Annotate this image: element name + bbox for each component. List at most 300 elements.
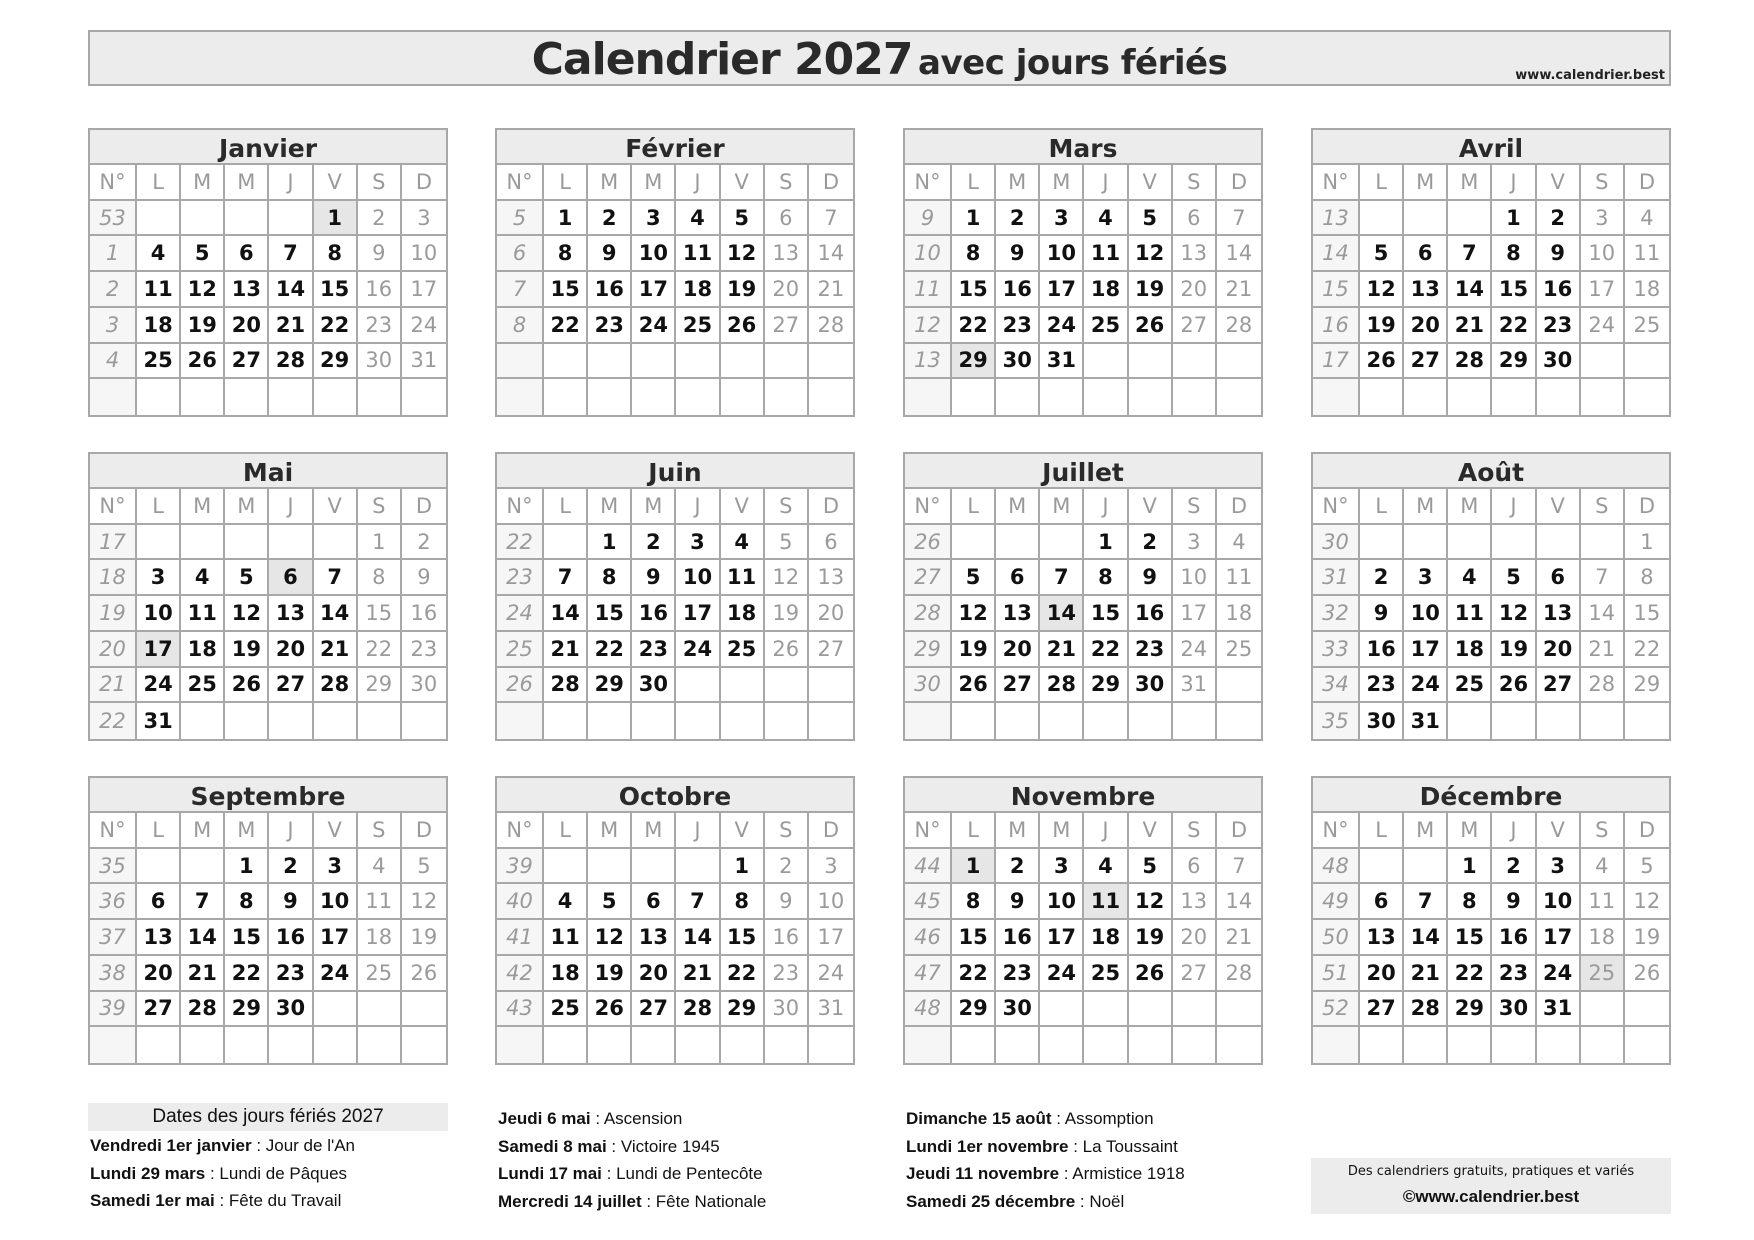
weekday-header: M xyxy=(588,489,632,525)
week-number xyxy=(1313,1027,1360,1063)
day-cell: 19 xyxy=(952,632,996,668)
empty-cell xyxy=(544,849,588,885)
day-cell: 1 xyxy=(952,201,996,237)
empty-cell xyxy=(721,344,765,380)
week-number: 36 xyxy=(90,884,137,920)
day-cell: 10 xyxy=(1173,560,1217,596)
weekday-header: S xyxy=(1173,165,1217,201)
day-cell: 17 xyxy=(1040,272,1084,308)
empty-cell xyxy=(1625,992,1669,1028)
empty-cell xyxy=(314,525,358,561)
week-number: 21 xyxy=(90,668,137,704)
week-number: 8 xyxy=(497,308,544,344)
day-cell: 12 xyxy=(181,272,225,308)
weekday-header: N° xyxy=(905,813,952,849)
week-number: 46 xyxy=(905,920,952,956)
empty-cell xyxy=(225,525,269,561)
day-cell: 27 xyxy=(1360,992,1404,1028)
empty-cell xyxy=(1040,379,1084,415)
day-cell: 9 xyxy=(1492,884,1536,920)
day-cell: 1 xyxy=(588,525,632,561)
day-cell: 19 xyxy=(225,632,269,668)
day-cell: 16 xyxy=(765,920,809,956)
empty-cell xyxy=(181,849,225,885)
week-number: 44 xyxy=(905,849,952,885)
holiday-day-cell: 25 xyxy=(1581,956,1625,992)
day-cell: 26 xyxy=(765,632,809,668)
holiday-date: Jeudi 6 mai xyxy=(498,1109,591,1128)
day-cell: 21 xyxy=(1217,272,1261,308)
day-cell: 7 xyxy=(269,236,313,272)
day-cell: 25 xyxy=(1217,632,1261,668)
day-cell: 18 xyxy=(1084,272,1128,308)
day-cell: 13 xyxy=(1360,920,1404,956)
holiday-legend-item xyxy=(498,1160,766,1188)
empty-cell xyxy=(1448,379,1492,415)
holiday-legend-item xyxy=(90,1160,355,1188)
day-cell: 25 xyxy=(1084,956,1128,992)
day-cell: 10 xyxy=(676,560,720,596)
holidays-legend-column-1 xyxy=(90,1132,355,1215)
empty-cell xyxy=(765,1027,809,1063)
day-cell: 28 xyxy=(269,344,313,380)
day-cell: 17 xyxy=(676,596,720,632)
day-cell: 6 xyxy=(809,525,853,561)
month-name: Juillet xyxy=(905,454,1261,489)
month-2 xyxy=(495,128,855,417)
weekday-header: M xyxy=(996,813,1040,849)
day-cell: 15 xyxy=(225,920,269,956)
day-cell: 19 xyxy=(1625,920,1669,956)
day-cell: 3 xyxy=(402,201,446,237)
day-cell: 16 xyxy=(996,272,1040,308)
day-cell: 29 xyxy=(1492,344,1536,380)
empty-cell xyxy=(1084,703,1128,739)
day-cell: 17 xyxy=(1040,920,1084,956)
day-cell: 2 xyxy=(402,525,446,561)
day-cell: 6 xyxy=(1537,560,1581,596)
day-cell: 5 xyxy=(952,560,996,596)
day-cell: 18 xyxy=(1625,272,1669,308)
weekday-header: N° xyxy=(90,813,137,849)
holiday-date: Lundi 1er novembre xyxy=(906,1136,1069,1156)
day-cell: 1 xyxy=(1625,525,1669,561)
month-grid xyxy=(90,489,446,739)
day-cell: 3 xyxy=(314,849,358,885)
weekday-header: D xyxy=(1625,165,1669,201)
empty-cell xyxy=(137,849,181,885)
day-cell: 3 xyxy=(1537,849,1581,885)
holiday-date: Jeudi 11 novembre xyxy=(906,1164,1060,1183)
day-cell: 21 xyxy=(1217,920,1261,956)
empty-cell xyxy=(1360,201,1404,237)
day-cell: 27 xyxy=(1537,668,1581,704)
weekday-header: L xyxy=(137,165,181,201)
weekday-header: M xyxy=(1040,489,1084,525)
week-number: 22 xyxy=(497,525,544,561)
weekday-header: N° xyxy=(497,813,544,849)
day-cell: 1 xyxy=(1448,849,1492,885)
day-cell: 21 xyxy=(1404,956,1448,992)
day-cell: 19 xyxy=(181,308,225,344)
week-number: 41 xyxy=(497,920,544,956)
empty-cell xyxy=(952,379,996,415)
day-cell: 11 xyxy=(721,560,765,596)
empty-cell xyxy=(1581,525,1625,561)
day-cell: 4 xyxy=(1625,201,1669,237)
day-cell: 5 xyxy=(402,849,446,885)
empty-cell xyxy=(1129,379,1173,415)
week-number xyxy=(90,1027,137,1063)
day-cell: 18 xyxy=(544,956,588,992)
day-cell: 11 xyxy=(544,920,588,956)
day-cell: 16 xyxy=(1129,596,1173,632)
day-cell: 5 xyxy=(1492,560,1536,596)
day-cell: 3 xyxy=(1040,849,1084,885)
empty-cell xyxy=(269,525,313,561)
weekday-header: D xyxy=(809,165,853,201)
day-cell: 15 xyxy=(1492,272,1536,308)
week-number: 17 xyxy=(90,525,137,561)
day-cell: 5 xyxy=(181,236,225,272)
holiday-name: : Victoire 1945 xyxy=(606,1136,720,1156)
holidays-legend-column-3 xyxy=(906,1105,1185,1215)
day-cell: 25 xyxy=(1625,308,1669,344)
day-cell: 25 xyxy=(676,308,720,344)
day-cell: 7 xyxy=(1581,560,1625,596)
empty-cell xyxy=(1084,992,1128,1028)
weekday-header: V xyxy=(1537,813,1581,849)
day-cell: 20 xyxy=(269,632,313,668)
week-number: 43 xyxy=(497,992,544,1028)
empty-cell xyxy=(358,992,402,1028)
day-cell: 2 xyxy=(996,201,1040,237)
month-3 xyxy=(903,128,1263,417)
week-number: 1 xyxy=(90,236,137,272)
day-cell: 26 xyxy=(1492,668,1536,704)
day-cell: 26 xyxy=(225,668,269,704)
week-number: 35 xyxy=(1313,703,1360,739)
weekday-header: M xyxy=(1404,813,1448,849)
empty-cell xyxy=(1625,1027,1669,1063)
month-9 xyxy=(88,776,448,1065)
empty-cell xyxy=(1173,703,1217,739)
empty-cell xyxy=(1084,1027,1128,1063)
weekday-header: D xyxy=(1217,813,1261,849)
day-cell: 10 xyxy=(1581,236,1625,272)
day-cell: 6 xyxy=(137,884,181,920)
day-cell: 11 xyxy=(1217,560,1261,596)
day-cell: 30 xyxy=(632,668,676,704)
weekday-header: V xyxy=(1129,165,1173,201)
holiday-name: : Noël xyxy=(1075,1191,1125,1211)
week-number: 30 xyxy=(1313,525,1360,561)
month-name: Octobre xyxy=(497,778,853,813)
day-cell: 20 xyxy=(225,308,269,344)
holiday-date: Mercredi 14 juillet xyxy=(498,1191,642,1211)
holiday-legend-item xyxy=(906,1160,1185,1188)
day-cell: 8 xyxy=(544,236,588,272)
empty-cell xyxy=(1537,1027,1581,1063)
empty-cell xyxy=(1360,1027,1404,1063)
weekday-header: M xyxy=(1040,813,1084,849)
page-title xyxy=(90,34,1669,85)
day-cell: 5 xyxy=(1360,236,1404,272)
holiday-name: : Lundi de Pentecôte xyxy=(601,1164,763,1183)
day-cell: 23 xyxy=(402,632,446,668)
empty-cell xyxy=(544,703,588,739)
day-cell: 5 xyxy=(1129,201,1173,237)
holiday-date: Vendredi 1er janvier xyxy=(90,1136,252,1155)
day-cell: 5 xyxy=(225,560,269,596)
weekday-header: L xyxy=(952,813,996,849)
week-number: 5 xyxy=(497,201,544,237)
day-cell: 9 xyxy=(269,884,313,920)
day-cell: 10 xyxy=(314,884,358,920)
day-cell: 25 xyxy=(1448,668,1492,704)
week-number: 13 xyxy=(905,344,952,380)
weekday-header: J xyxy=(269,489,313,525)
day-cell: 13 xyxy=(632,920,676,956)
empty-cell xyxy=(137,379,181,415)
day-cell: 22 xyxy=(225,956,269,992)
day-cell: 24 xyxy=(137,668,181,704)
month-grid xyxy=(1313,165,1669,415)
day-cell: 4 xyxy=(721,525,765,561)
day-cell: 31 xyxy=(809,992,853,1028)
weekday-header: M xyxy=(632,165,676,201)
day-cell: 10 xyxy=(1404,596,1448,632)
day-cell: 26 xyxy=(1129,308,1173,344)
day-cell: 2 xyxy=(1360,560,1404,596)
weekday-header: M xyxy=(225,813,269,849)
day-cell: 19 xyxy=(1129,272,1173,308)
week-number: 42 xyxy=(497,956,544,992)
week-number: 49 xyxy=(1313,884,1360,920)
weekday-header: S xyxy=(1581,165,1625,201)
day-cell: 28 xyxy=(676,992,720,1028)
week-number: 50 xyxy=(1313,920,1360,956)
weekday-header: L xyxy=(952,489,996,525)
weekday-header: N° xyxy=(497,489,544,525)
weekday-header: L xyxy=(137,813,181,849)
day-cell: 24 xyxy=(1173,632,1217,668)
week-number: 19 xyxy=(90,596,137,632)
empty-cell xyxy=(1404,525,1448,561)
empty-cell xyxy=(225,379,269,415)
day-cell: 30 xyxy=(996,992,1040,1028)
weekday-header: N° xyxy=(1313,813,1360,849)
day-cell: 8 xyxy=(1492,236,1536,272)
weekday-header: M xyxy=(1040,165,1084,201)
day-cell: 9 xyxy=(765,884,809,920)
empty-cell xyxy=(809,703,853,739)
weekday-header: J xyxy=(1084,813,1128,849)
day-cell: 9 xyxy=(996,236,1040,272)
day-cell: 8 xyxy=(1448,884,1492,920)
holiday-name: : Armistice 1918 xyxy=(1059,1164,1185,1183)
week-number: 53 xyxy=(90,201,137,237)
day-cell: 28 xyxy=(1217,308,1261,344)
day-cell: 19 xyxy=(765,596,809,632)
day-cell: 5 xyxy=(1129,849,1173,885)
day-cell: 4 xyxy=(181,560,225,596)
empty-cell xyxy=(588,849,632,885)
day-cell: 29 xyxy=(721,992,765,1028)
weekday-header: L xyxy=(1360,489,1404,525)
day-cell: 21 xyxy=(181,956,225,992)
day-cell: 8 xyxy=(225,884,269,920)
weekday-header: S xyxy=(1173,489,1217,525)
empty-cell xyxy=(588,1027,632,1063)
month-grid xyxy=(497,813,853,1063)
day-cell: 24 xyxy=(1040,956,1084,992)
day-cell: 28 xyxy=(1404,992,1448,1028)
weekday-header: J xyxy=(1084,489,1128,525)
empty-cell xyxy=(314,703,358,739)
weekday-header: M xyxy=(632,813,676,849)
empty-cell xyxy=(632,344,676,380)
empty-cell xyxy=(1625,379,1669,415)
day-cell: 21 xyxy=(1581,632,1625,668)
weekday-header: D xyxy=(402,813,446,849)
empty-cell xyxy=(1448,1027,1492,1063)
day-cell: 18 xyxy=(721,596,765,632)
day-cell: 29 xyxy=(1625,668,1669,704)
week-number: 17 xyxy=(1313,344,1360,380)
weekday-header: S xyxy=(1581,813,1625,849)
day-cell: 18 xyxy=(358,920,402,956)
empty-cell xyxy=(1537,703,1581,739)
day-cell: 15 xyxy=(952,272,996,308)
weekday-header: L xyxy=(1360,813,1404,849)
day-cell: 26 xyxy=(1360,344,1404,380)
day-cell: 16 xyxy=(632,596,676,632)
week-number: 3 xyxy=(90,308,137,344)
empty-cell xyxy=(1581,992,1625,1028)
day-cell: 18 xyxy=(1084,920,1128,956)
day-cell: 15 xyxy=(952,920,996,956)
weekday-header: N° xyxy=(90,489,137,525)
day-cell: 24 xyxy=(632,308,676,344)
weekday-header: N° xyxy=(1313,489,1360,525)
holiday-name: : Ascension xyxy=(590,1109,683,1128)
day-cell: 18 xyxy=(181,632,225,668)
empty-cell xyxy=(1129,1027,1173,1063)
day-cell: 22 xyxy=(1448,956,1492,992)
empty-cell xyxy=(402,379,446,415)
day-cell: 29 xyxy=(1448,992,1492,1028)
day-cell: 4 xyxy=(1217,525,1261,561)
empty-cell xyxy=(1040,703,1084,739)
day-cell: 14 xyxy=(269,272,313,308)
day-cell: 13 xyxy=(1173,236,1217,272)
day-cell: 25 xyxy=(721,632,765,668)
day-cell: 20 xyxy=(137,956,181,992)
day-cell: 26 xyxy=(1129,956,1173,992)
day-cell: 17 xyxy=(1581,272,1625,308)
month-4 xyxy=(1311,128,1671,417)
day-cell: 29 xyxy=(225,992,269,1028)
day-cell: 27 xyxy=(1173,956,1217,992)
day-cell: 27 xyxy=(996,668,1040,704)
weekday-header: L xyxy=(952,165,996,201)
empty-cell xyxy=(676,849,720,885)
empty-cell xyxy=(996,379,1040,415)
day-cell: 10 xyxy=(1040,236,1084,272)
week-number: 26 xyxy=(497,668,544,704)
week-number: 23 xyxy=(497,560,544,596)
week-number: 15 xyxy=(1313,272,1360,308)
day-cell: 30 xyxy=(765,992,809,1028)
empty-cell xyxy=(1217,668,1261,704)
day-cell: 12 xyxy=(952,596,996,632)
weekday-header: J xyxy=(1492,165,1536,201)
day-cell: 19 xyxy=(1492,632,1536,668)
day-cell: 6 xyxy=(632,884,676,920)
empty-cell xyxy=(1492,525,1536,561)
empty-cell xyxy=(952,1027,996,1063)
day-cell: 23 xyxy=(1492,956,1536,992)
day-cell: 13 xyxy=(137,920,181,956)
empty-cell xyxy=(1173,344,1217,380)
empty-cell xyxy=(1404,379,1448,415)
day-cell: 3 xyxy=(137,560,181,596)
day-cell: 24 xyxy=(1404,668,1448,704)
month-name: Janvier xyxy=(90,130,446,165)
day-cell: 17 xyxy=(809,920,853,956)
day-cell: 6 xyxy=(1404,236,1448,272)
week-number xyxy=(905,703,952,739)
empty-cell xyxy=(632,703,676,739)
weekday-header: S xyxy=(1173,813,1217,849)
weekday-header: N° xyxy=(497,165,544,201)
weekday-header: D xyxy=(1217,489,1261,525)
day-cell: 1 xyxy=(1492,201,1536,237)
day-cell: 9 xyxy=(996,884,1040,920)
day-cell: 3 xyxy=(1173,525,1217,561)
weekday-header: M xyxy=(588,165,632,201)
day-cell: 4 xyxy=(358,849,402,885)
weekday-header: M xyxy=(1404,165,1448,201)
weekday-header: D xyxy=(1217,165,1261,201)
day-cell: 14 xyxy=(544,596,588,632)
empty-cell xyxy=(544,1027,588,1063)
empty-cell xyxy=(1217,344,1261,380)
empty-cell xyxy=(402,703,446,739)
empty-cell xyxy=(181,525,225,561)
month-name: Avril xyxy=(1313,130,1669,165)
empty-cell xyxy=(1404,201,1448,237)
day-cell: 27 xyxy=(632,992,676,1028)
day-cell: 19 xyxy=(1129,920,1173,956)
day-cell: 16 xyxy=(1537,272,1581,308)
empty-cell xyxy=(1581,1027,1625,1063)
day-cell: 19 xyxy=(1360,308,1404,344)
day-cell: 24 xyxy=(1040,308,1084,344)
empty-cell xyxy=(676,703,720,739)
day-cell: 7 xyxy=(809,201,853,237)
weekday-header: J xyxy=(676,165,720,201)
day-cell: 25 xyxy=(1084,308,1128,344)
day-cell: 1 xyxy=(225,849,269,885)
weekday-header: J xyxy=(676,813,720,849)
weekday-header: D xyxy=(402,489,446,525)
day-cell: 12 xyxy=(402,884,446,920)
day-cell: 15 xyxy=(721,920,765,956)
empty-cell xyxy=(1360,379,1404,415)
day-cell: 30 xyxy=(1537,344,1581,380)
